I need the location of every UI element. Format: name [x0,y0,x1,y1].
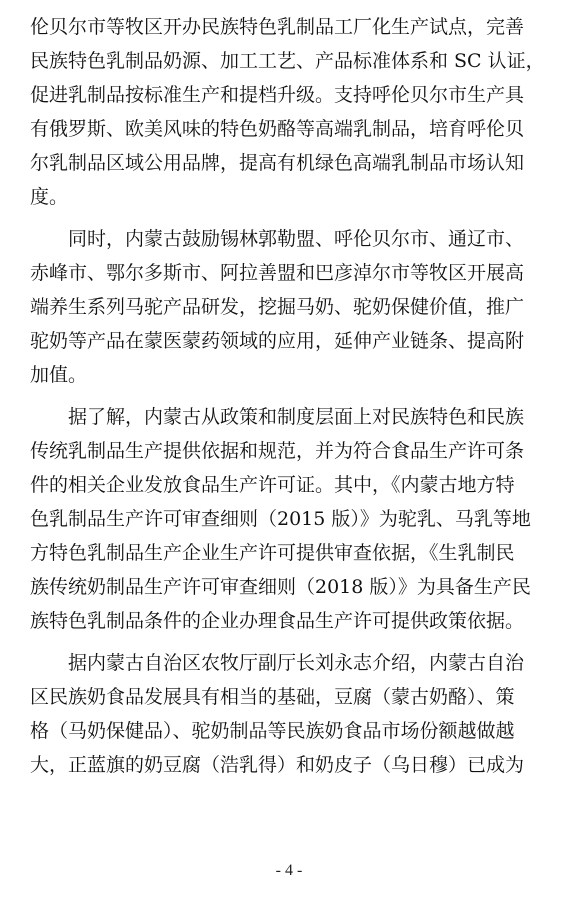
text-line: 大，正蓝旗的奶豆腐（浩乳得）和奶皮子（乌日穆）已成为 [30,754,525,776]
text-line: 格（马奶保健品）、驼奶制品等民族奶食品市场份额越做越 [30,720,515,742]
text-line: 伦贝尔市等牧区开办民族特色乳制品工厂化生产试点，完善 [30,16,525,38]
paragraph-gap [30,392,550,400]
text-line: 色乳制品生产许可审查细则（2015 版）》为驼乳、马乳等地 [30,508,531,530]
text-line: 据内蒙古自治区农牧厅副厅长刘永志介绍，内蒙古自治 [30,652,525,674]
text-line: 据了解，内蒙古从政策和制度层面上对民族特色和民族 [30,406,525,428]
page-number: - 4 - [275,862,303,879]
text-line: 方特色乳制品生产企业生产许可提供审查依据，《生乳制民 [30,542,515,564]
text-line: 赤峰市、鄂尔多斯市、阿拉善盟和巴彦淖尔市等牧区开展高 [30,262,525,284]
document-body [30,10,550,782]
text-line: 加值。 [30,364,88,386]
paragraph-gap [30,214,550,222]
text-line: 尔乳制品区域公用品牌，提高有机绿色高端乳制品市场认知 [30,152,525,174]
text-line: 区民族奶食品发展具有相当的基础，豆腐（蒙古奶酪）、策 [30,686,515,708]
text-line: 件的相关企业发放食品生产许可证。其中，《内蒙古地方特 [30,474,515,496]
paragraph [30,10,550,214]
text-line: 促进乳制品按标准生产和提档升级。支持呼伦贝尔市生产具 [30,84,525,106]
paragraph [30,646,550,782]
text-line: 族传统奶制品生产许可审查细则（2018 版）》为具备生产民 [30,576,531,598]
text-line: 民族特色乳制品奶源、加工工艺、产品标准体系和 SC 认证， [30,50,545,72]
text-line: 有俄罗斯、欧美风味的特色奶酪等高端乳制品，培育呼伦贝 [30,118,525,140]
text-line: 端养生系列马驼产品研发，挖掘马奶、驼奶保健价值，推广 [30,296,525,318]
paragraph [30,400,550,638]
text-line: 驼奶等产品在蒙医蒙药领域的应用，延伸产业链条、提高附 [30,330,525,352]
text-line: 传统乳制品生产提供依据和规范，并为符合食品生产许可条 [30,440,525,462]
paragraph-gap [30,638,550,646]
paragraph [30,222,550,392]
text-line: 族特色乳制品条件的企业办理食品生产许可提供政策依据。 [30,610,525,632]
text-line: 度。 [30,186,69,208]
text-line: 同时，内蒙古鼓励锡林郭勒盟、呼伦贝尔市、通辽市、 [30,228,525,250]
